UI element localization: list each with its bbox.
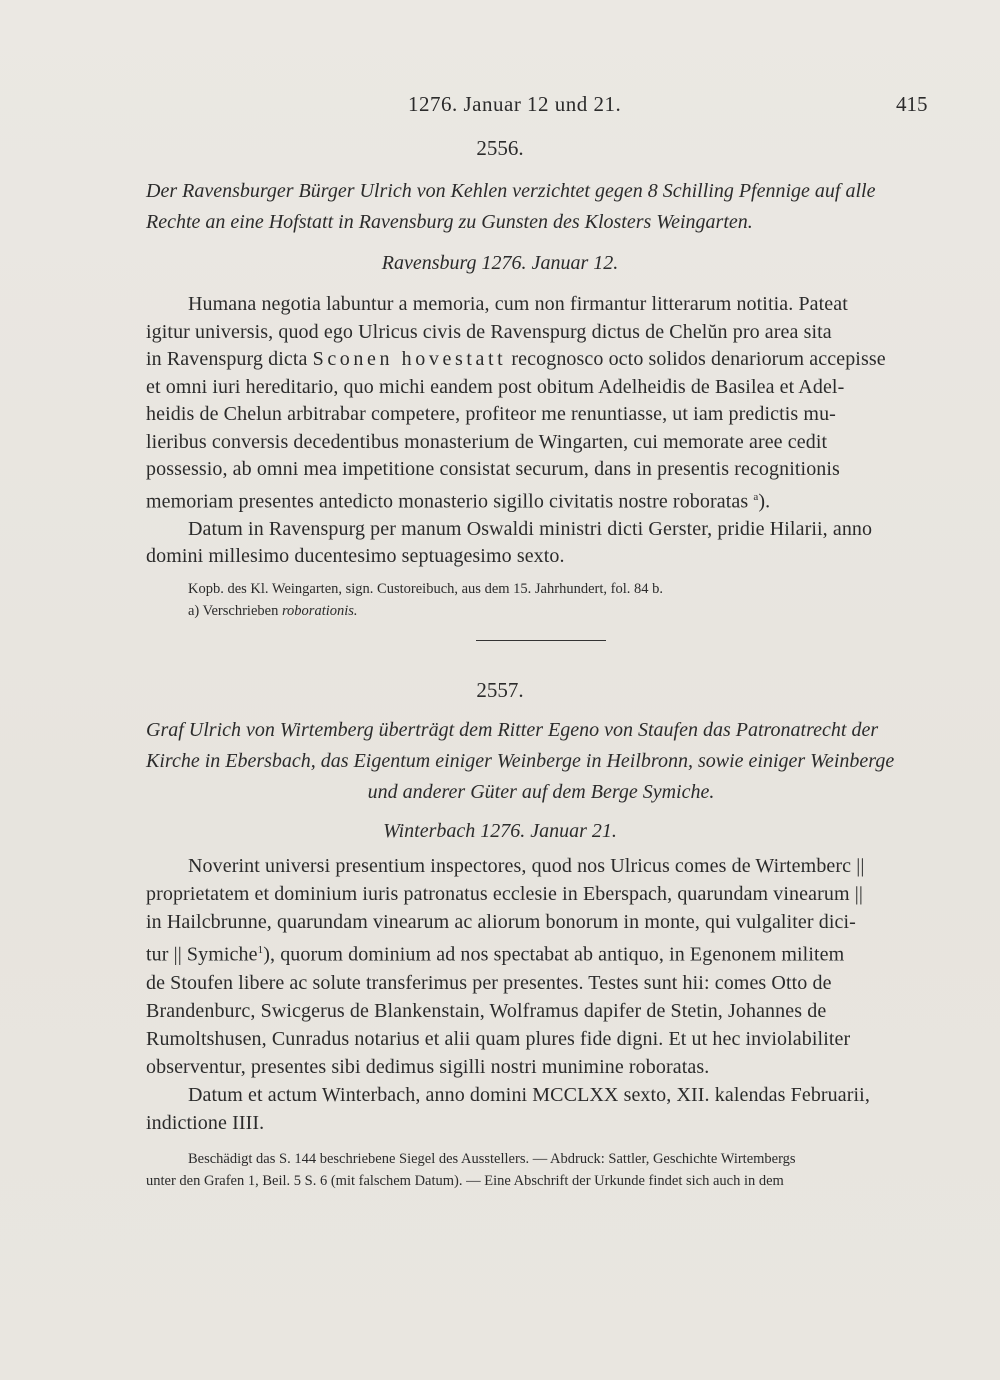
text-line (146, 936, 936, 969)
text-line: indictione IIII. (146, 1111, 265, 1134)
regest-line: und anderer Güter auf dem Berge Symiche. (367, 781, 715, 803)
source-note: unter den Grafen 1, Beil. 5 S. 6 (mit falschem Datum). — Eine Abschrift der Urkunde findet sich auch in dem (146, 1173, 784, 1189)
text-fragment: in Ravenspurg dicta (146, 348, 308, 370)
text-line: igitur universis, quod ego Ulricus civis de Ravenspurg dictus de Chelŭn pro area sita (146, 320, 832, 343)
footnote-marker: a (753, 490, 759, 503)
text-line: possessio, ab omni mea impetitione consistat securum, dans in presentis recognitionis (146, 458, 840, 480)
text-line: et omni iuri hereditario, quo michi eandem post obitum Adelheidis de Basilea et Adel- (146, 375, 845, 398)
footnote-text: a) Verschrieben (188, 603, 279, 619)
document-notes (146, 1148, 948, 1192)
page-number: 415 (896, 92, 928, 116)
text-line: in Hailcbrunne, quarundam vinearum ac aliorum bonorum in monte, qui vulgaliter dici- (146, 911, 856, 933)
document-text (146, 852, 936, 1137)
place-date: Winterbach 1276. Januar 21. (383, 820, 617, 842)
text-line: Humana negotia labuntur a memoria, cum non firmantur litterarum notitia. Pateat (188, 293, 848, 315)
text-line: observentur, presentes sibi dedimus sigilli nostri munimine roboratas. (146, 1055, 710, 1078)
regest-line: Rechte an eine Hofstatt in Ravensburg zu Gunsten des Klosters Weingarten. (146, 211, 753, 233)
document-number: 2556. (476, 136, 524, 160)
text-fragment: ), quorum dominium ad nos spectabat ab antiquo, in Egenonem militem (263, 943, 845, 966)
text-line: Noverint universi presentium inspectores, quod nos Ulricus comes de Wirtemberc || (188, 855, 865, 877)
text-line: domini millesimo ducentesimo septuagesimo sexto. (146, 545, 565, 568)
text-fragment: tur || Symiche (146, 943, 258, 966)
source-note: Beschädigt das S. 144 beschriebene Siegel des Ausstellers. — Abdruck: Sattler, Geschichte Wirtembergs (188, 1151, 796, 1167)
spaced-term: Sconen hovestatt (312, 348, 507, 370)
text-line: Datum et actum Winterbach, anno domini MCCLXX sexto, XII. kalendas Februarii, (188, 1083, 870, 1106)
text-line: lieribus conversis decedentibus monasterium de Wingarten, cui memorate aree cedit (146, 430, 828, 453)
text-line: Brandenburc, Swicgerus de Blankenstain, Wolframus dapifer de Stetin, Johannes de (146, 999, 827, 1022)
header-title: 1276. Januar 12 und 21. (408, 92, 622, 116)
place-date: Ravensburg 1276. Januar 12. (381, 252, 619, 274)
text-line: de Stoufen libere ac solute transferimus per presentes. Testes sunt hii: comes Otto de (146, 971, 832, 994)
document-regest (146, 715, 936, 808)
document-regest (146, 176, 936, 238)
document-text (146, 291, 936, 571)
text-line: Datum in Ravenspurg per manum Oswaldi ministri dicti Gerster, pridie Hilarii, anno (188, 517, 873, 540)
text-line (146, 346, 936, 374)
text-line: proprietatem et dominium iuris patronatus ecclesie in Eberspach, quarundam vinearum || (146, 883, 863, 905)
regest-line: Kirche in Ebersbach, das Eigentum einiger Weinberge in Heilbronn, sowie einiger Weinberge (146, 750, 895, 772)
regest-line: Der Ravensburger Bürger Ulrich von Kehlen verzichtet gegen 8 Schilling Pfennige auf alle (146, 180, 876, 202)
text-fragment: memoriam presentes antedicto monasterio sigillo civitatis nostre roboratas (146, 490, 749, 513)
text-fragment: recognosco octo solidos denariorum accepisse (511, 348, 886, 370)
running-header (0, 92, 1000, 122)
document-notes (188, 578, 948, 622)
text-fragment: ). (758, 490, 771, 513)
footnote-marker: 1 (257, 944, 264, 956)
source-note: Kopb. des Kl. Weingarten, sign. Custoreibuch, aus dem 15. Jahrhundert, fol. 84 b. (188, 581, 663, 597)
text-line: heidis de Chelun arbitrabar competere, profiteor me renuntiasse, ut iam predictis mu- (146, 403, 836, 425)
text-line: Rumoltshusen, Cunradus notarius et alii quam plures fide digni. Et ut hec inviolabiliter (146, 1027, 851, 1050)
text-line (146, 484, 936, 516)
section-divider (476, 640, 606, 641)
document-number: 2557. (476, 678, 524, 702)
footnote-term: roborationis. (281, 603, 358, 619)
regest-line: Graf Ulrich von Wirtemberg überträgt dem Ritter Egeno von Staufen das Patronatrecht der (146, 719, 879, 741)
footnote (188, 600, 948, 622)
